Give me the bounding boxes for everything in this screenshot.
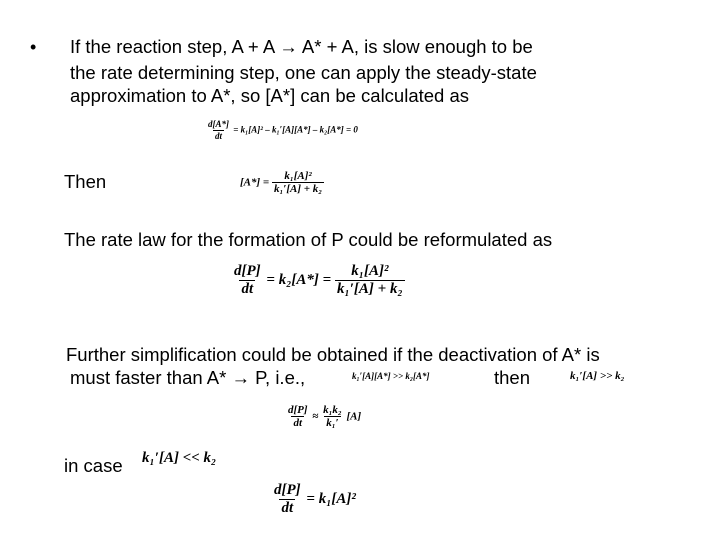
eq4-tail: [A]	[346, 410, 362, 423]
eq2-denominator: k₁′[A] + k₂	[273, 183, 323, 196]
eq5-d-numerator: d[P]	[274, 482, 301, 498]
condition-2: k₁′[A] >> k₂	[570, 370, 625, 382]
eq4-denominator: k₁′	[326, 417, 339, 430]
eq1-numerator: d[A*]	[208, 119, 229, 129]
intro-line-3: approximation to A*, so [A*] can be calculated as	[70, 85, 470, 106]
steady-state-equation	[206, 120, 358, 141]
eq5-d-denominator: dt	[281, 499, 294, 516]
final-rate-equation	[272, 482, 356, 517]
eq3-denominator: k₁′[A] + k₂	[336, 280, 403, 297]
intro-line-2: the rate determining step, one can apply the steady-state	[70, 62, 537, 83]
then-word: then	[494, 367, 531, 388]
then-label: Then	[64, 171, 107, 192]
rate-law-text: The rate law for the formation of P could be reformulated as	[64, 229, 553, 250]
eq3-numerator: k₁[A]²	[351, 263, 389, 279]
in-case-label: in case	[64, 455, 123, 476]
condition-3: k₁′[A] << k₂	[142, 450, 217, 466]
eq3-d-numerator: d[P]	[234, 263, 261, 279]
bullet-marker: •	[30, 37, 37, 57]
eq4-d-denominator: dt	[293, 417, 303, 430]
eq5-rhs: = k₁[A]²	[306, 490, 356, 507]
further-line-1: Further simplification could be obtained if the deactivation of A* is	[66, 344, 600, 365]
eq3-middle: = k₂[A*] =	[266, 271, 332, 288]
condition-1: k₁′[A][A*] >> k₂[A*]	[352, 371, 430, 381]
eq4-numerator: k₁k₂	[323, 404, 342, 416]
approx-equation	[286, 404, 361, 430]
eq1-denominator: dt	[214, 130, 222, 141]
intro-line-1: If the reaction step, A + A → A* + A, is slow enough to be	[70, 36, 533, 57]
eq2-lhs: [A*] =	[240, 176, 270, 189]
eq3-d-denominator: dt	[241, 280, 254, 297]
eq4-approx: ≈	[312, 410, 319, 423]
a-star-equation	[240, 170, 324, 196]
rate-law-equation	[232, 263, 405, 298]
eq4-d-numerator: d[P]	[288, 404, 308, 416]
further-line-2: must faster than A* → P, i.e.,	[70, 367, 306, 388]
eq2-numerator: k₁[A]²	[284, 170, 312, 182]
eq1-rhs: = k₁[A]² – k₁′[A][A*] – k₂[A*] = 0	[233, 124, 358, 135]
